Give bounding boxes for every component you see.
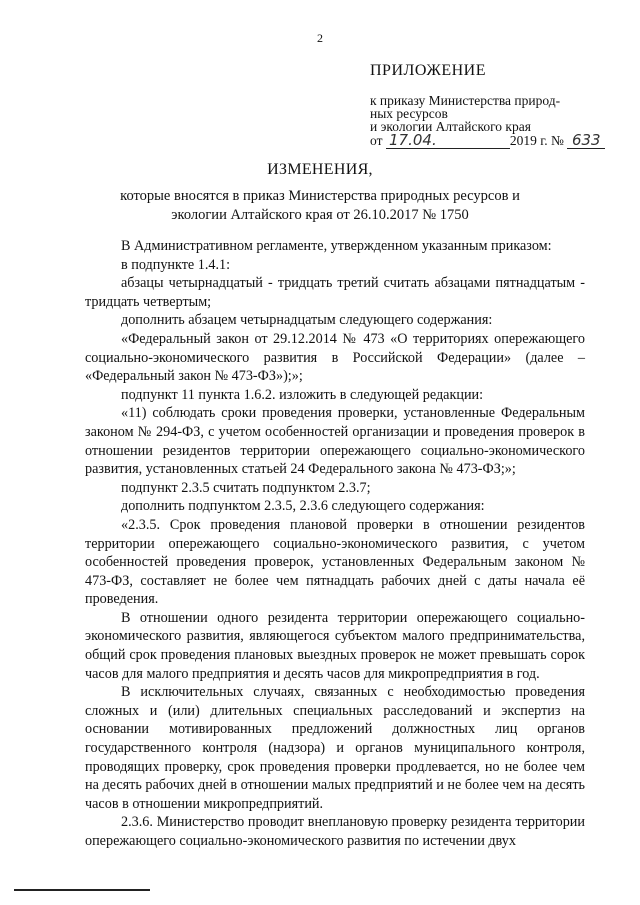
footer-rule bbox=[14, 889, 150, 891]
handwritten-day: 17.04. bbox=[389, 131, 437, 149]
paragraph-1: В Административном регламенте, утвержденном указанным приказом: bbox=[121, 238, 552, 254]
appendix-title: ПРИЛОЖЕНИЕ bbox=[370, 62, 487, 79]
paragraph-13: 2.3.6. Министерство проводит внеплановую проверку резидента территории опережающего социально-экономического развития по истечении двух bbox=[85, 814, 585, 849]
paragraph-10: «2.3.5. Срок проведения плановой проверки в отношении резидентов территории опережающего социально-экономического развития, с учетом особенностей проведения проверок, установленных Федеральным законом № 473-ФЗ, составляет не более чем пятнадцать рабочих дней с даты начала её проведения. bbox=[85, 516, 585, 608]
paragraph-7: «11) соблюдать сроки проведения проверки, установленные Федеральным законом № 294-ФЗ, с учетом особенностей организации и проведения проверок в отношении резидентов территории опережающего социально-экономического развития, установленных статьей 24 Федерального закона № 473-ФЗ;»; bbox=[85, 405, 585, 478]
paragraph-8: подпункт 2.3.5 считать подпунктом 2.3.7; bbox=[121, 479, 371, 496]
paragraph-2: в подпункте 1.4.1: bbox=[121, 256, 231, 273]
date-blank bbox=[440, 134, 510, 149]
paragraph-12: В исключительных случаях, связанных с необходимостью проведения сложных и (или) длительных специальных расследований и экспертиз на основании мотивированных предложений должностных лиц органов государственного контроля (надзора) и органов муниципального контроля, проводящих проверку, срок проведения проверки продлевается, но не более чем на десять рабочих дней в отношении малых предприятий и не более чем на десять часов в отношении микропредприятий. bbox=[85, 684, 585, 812]
document-body bbox=[85, 237, 585, 851]
order-date-row bbox=[370, 133, 610, 149]
paragraph-9: дополнить подпунктом 2.3.5, 2.3.6 следующего содержания: bbox=[121, 498, 485, 515]
appendix-line-2: ных ресурсов bbox=[370, 106, 448, 121]
document-subtitle: которые вносятся в приказ Министерства природных ресурсов и экологии Алтайского края от 26.10.2017 № 1750 bbox=[120, 188, 520, 223]
appendix-block bbox=[370, 62, 610, 149]
paragraph-5: «Федеральный закон от 29.12.2014 № 473 «О территориях опережающего социально-экономического развития в Российской Федерации» (далее – «Федеральный закон № 473-ФЗ»);»; bbox=[85, 330, 585, 385]
paragraph-6: подпункт 11 пункта 1.6.2. изложить в следующей редакции: bbox=[121, 386, 484, 403]
paragraph-4: дополнить абзацем четырнадцатым следующего содержания: bbox=[121, 312, 493, 329]
appendix-line-3: и экологии Алтайского края bbox=[370, 119, 531, 134]
date-year: 2019 г. № bbox=[509, 133, 564, 148]
document-title: ИЗМЕНЕНИЯ, bbox=[267, 161, 373, 178]
page-number: 2 bbox=[317, 31, 323, 45]
paragraph-11: В отношении одного резидента территории опережающего социально-экономического развития, являющегося субъектом малого предпринимательства, общий срок проведения плановых выездных проверок не может превышать сорок часов для малого предприятия и десять часов для микропредприятия в год. bbox=[85, 609, 585, 682]
appendix-line-1: к приказу Министерства природ- bbox=[370, 93, 561, 108]
date-prefix: от bbox=[370, 133, 383, 148]
paragraph-3: абзацы четырнадцатый - тридцать третий считать абзацами пятнадцатым - тридцать четвертым; bbox=[85, 275, 585, 310]
handwritten-number: 633 bbox=[571, 131, 601, 149]
